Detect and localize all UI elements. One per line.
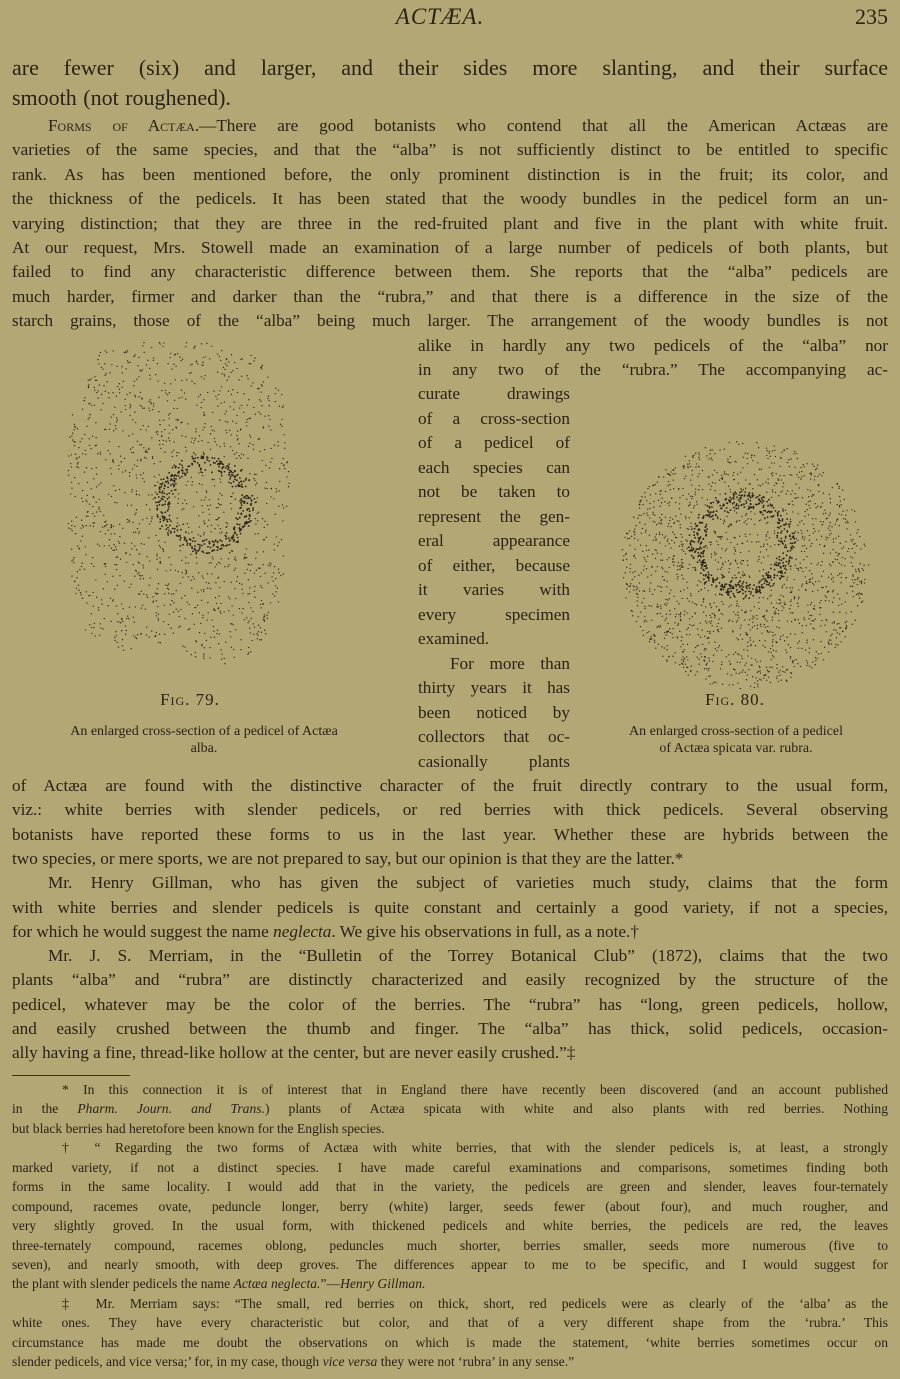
- text-line: thirty years it has: [418, 678, 570, 697]
- text-segment: —There are good botanists who contend that all the American Actæas are: [199, 116, 888, 135]
- text-line: varying distinction; that they are three in the red-fruited plant and five in the plant with white fruit.: [12, 213, 888, 233]
- text-line: varieties of the same species, and that the “alba” is not sufficiently distinct to be entitled to specific: [12, 140, 888, 160]
- text-line: of either, because: [418, 555, 570, 575]
- text-line: are fewer (six) and larger, and their sides more slanting, and their surface: [12, 55, 888, 80]
- text-line: of a cross-section: [418, 408, 570, 428]
- text-line: [12, 1276, 888, 1292]
- text-line: three-ternately compound, racemes oblong, peduncles much shorter, berries smaller, seeds more numerous (five to: [12, 1237, 888, 1253]
- italic-text: Actæa neglecta.: [233, 1276, 321, 1292]
- text-line: of a pedicel of: [418, 433, 570, 452]
- text-line: botanists have reported these forms to us in the last year. Whether these are hybrids between the: [12, 824, 888, 844]
- text-line: seven), and nearly smooth, with deep groves. The differences appear to me to be specific, and I would suggest for: [12, 1256, 888, 1272]
- text-line: pedicel, whatever may be the color of the berries. The “rubra” has “long, green pedicels, hollow,: [12, 994, 888, 1014]
- text-line: smooth (not roughened).: [12, 85, 231, 110]
- text-line: in any two of the “rubra.” The accompanying ac-: [418, 360, 888, 380]
- italic-text: Pharm. Journ. and Trans.: [77, 1101, 265, 1117]
- text-line: Mr. J. S. Merriam, in the “Bulletin of the Torrey Botanical Club” (1872), claims that the two: [48, 946, 888, 966]
- text-line: it varies with: [418, 580, 570, 599]
- text-line: every specimen: [418, 604, 570, 624]
- text-line: curate drawings: [418, 384, 570, 403]
- italic-text: vice versa: [322, 1354, 378, 1370]
- caption-line: An enlarged cross-section of a pedicel: [629, 724, 843, 739]
- text-line: Mr. Henry Gillman, who has given the subject of varieties much study, claims that the form: [48, 873, 888, 893]
- text-line: compound, racemes ovate, peduncle longer, berry (white) larger, seeds fewer (about four), and much rougher, and: [12, 1198, 888, 1214]
- page-number: 235: [855, 4, 888, 29]
- running-head: ACTÆA.: [395, 4, 485, 29]
- text-segment: slender pedicels, and vice versa;’ for, in my case, though: [12, 1354, 323, 1370]
- text-line: collectors that oc-: [418, 727, 570, 746]
- figure-79-cross-section-drawing: [68, 342, 290, 664]
- text-segment: for which he would suggest the name: [12, 921, 274, 941]
- figure-80-caption: [580, 723, 892, 757]
- text-line: [12, 1354, 888, 1370]
- text-segment: ) plants of Actæa spicata with white and also plants with red berries. Nothing: [264, 1101, 888, 1117]
- caption-line: alba.: [190, 741, 218, 756]
- text-line: eral appearance: [418, 531, 570, 550]
- text-line: viz.: white berries with slender pedicels, or red berries with thick pedicels. Several observing: [12, 800, 888, 820]
- text-line: much harder, firmer and darker than the “rubra,” and that there is a difference in the size of the: [12, 286, 888, 306]
- text-line: casionally plants: [418, 751, 570, 771]
- text-line: white ones. They have every characteristic but color, and that of a very different shape from the ‘rubra.’ This: [12, 1315, 888, 1331]
- text-segment: they were not ‘rubra’ in any sense.”: [377, 1354, 575, 1370]
- text-line: alike in hardly any two pedicels of the “alba” nor: [418, 336, 888, 355]
- figure-79-caption: [18, 723, 390, 757]
- text-line: starch grains, those of the “alba” being much larger. The arrangement of the woody bundles is not: [12, 311, 888, 331]
- text-line: marked variety, if not a distinct species. I have made careful examinations and comparisons, sometimes finding both: [12, 1159, 888, 1175]
- text-line: the thickness of the pedicels. It has been stated that the woody bundles in the pedicel form an un-: [12, 189, 888, 209]
- text-segment: in the: [12, 1101, 78, 1117]
- text-line: examined.: [418, 629, 490, 648]
- text-line: ‡ Mr. Merriam says: “The small, red berries on thick, short, red pedicels were as clearly of the ‘alba’ as the: [62, 1295, 888, 1311]
- caption-line: of Actæa spicata var. rubra.: [659, 741, 813, 756]
- text-line: ally having a fine, thread-like hollow at the center, but are never easily crushed.”‡: [12, 1043, 576, 1063]
- text-segment: . We give his observations in full, as a note.†: [331, 921, 639, 941]
- text-line: and easily crushed between the thumb and finger. The “alba” has thick, solid pedicels, occasion-: [12, 1019, 888, 1038]
- text-line: represent the gen-: [418, 506, 570, 526]
- text-line: * In this connection it is of interest that in England there have recently been discovered (and an account published: [62, 1082, 888, 1097]
- small-caps-heading: Forms of Actæa.: [48, 116, 200, 135]
- text-segment: ”—: [320, 1276, 341, 1292]
- figure-80-label: Fig. 80.: [705, 690, 765, 709]
- text-line: plants “alba” and “rubra” are distinctly characterized and easily recognized by the structure of the: [12, 970, 888, 990]
- text-line: with white berries and slender pedicels is quite constant and certainly a good variety, if not a species,: [12, 897, 888, 917]
- text-line: circumstance has made me doubt the observations on which is made the statement, ‘white berries sometimes occur on: [12, 1334, 888, 1350]
- text-line: [12, 1101, 888, 1117]
- caption-line: An enlarged cross-section of a pedicel of Actæa: [70, 724, 338, 739]
- text-line: † “ Regarding the two forms of Actæa with white berries, that with the slender pedicels is, at least, a strongly: [62, 1140, 888, 1156]
- italic-text: Henry Gillman.: [340, 1276, 426, 1292]
- text-line: For more than: [450, 653, 570, 673]
- text-line: not be taken to: [418, 482, 570, 501]
- text-line: but black berries had heretofore been known for the English species.: [12, 1120, 385, 1136]
- text-line: At our request, Mrs. Stowell made an examination of a large number of pedicels of both plants, but: [12, 238, 888, 257]
- text-line: forms in the same locality. I would add that in the variety, the pedicels are green and slender, leaves four-ternately: [12, 1179, 888, 1195]
- text-line: rank. As has been mentioned before, the only prominent distinction is in the fruit; its color, and: [12, 164, 888, 184]
- text-line: two species, or mere sports, we are not prepared to say, but our opinion is that they are the latter.*: [12, 848, 684, 868]
- figure-79-label: Fig. 79.: [160, 690, 220, 709]
- text-segment: the plant with slender pedicels the name: [12, 1276, 234, 1292]
- text-line: failed to find any characteristic difference between them. She reports that the “alba” pedicels are: [12, 262, 888, 282]
- footnote-divider: [12, 1075, 130, 1076]
- figure-80-cross-section-drawing: [622, 441, 869, 689]
- text-line: very slightly groved. In the usual form, with thickened pedicels and white berries, the pedicels are red, the leaves: [12, 1218, 888, 1234]
- text-line: each species can: [418, 457, 570, 477]
- text-line: of Actæa are found with the distinctive character of the fruit directly contrary to the usual form,: [12, 776, 888, 795]
- italic-text: neglecta: [273, 921, 332, 941]
- text-line: been noticed by: [418, 702, 570, 722]
